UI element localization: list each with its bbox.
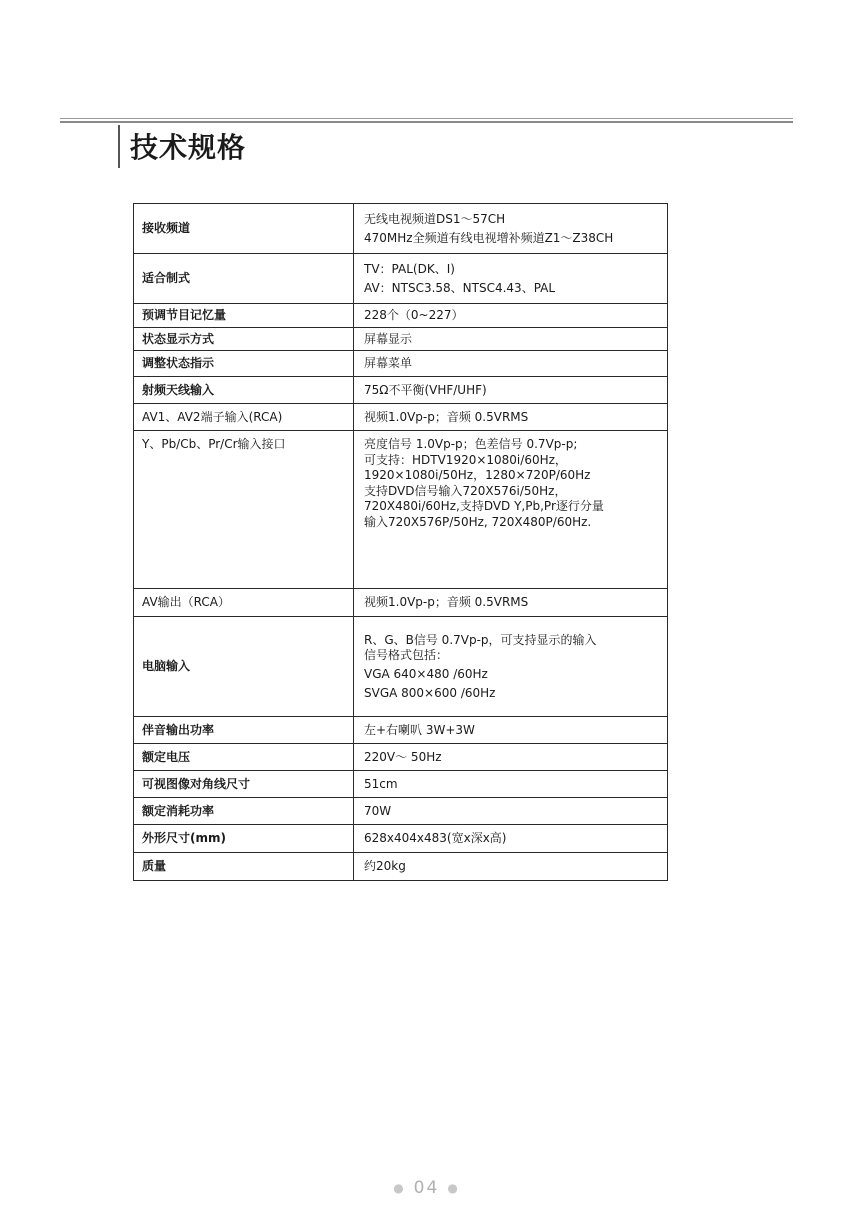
spec-label: 额定消耗功率 — [134, 798, 354, 825]
spec-value — [354, 204, 668, 254]
bullet-dot-right-icon: ● — [447, 1181, 460, 1195]
spec-value-line: R、G、B信号 0.7Vp-p，可支持显示的输入 — [364, 632, 597, 647]
spec-value — [354, 404, 668, 431]
spec-value-line: SVGA 800×600 /60Hz — [364, 685, 496, 700]
spec-label: 适合制式 — [134, 254, 354, 304]
spec-value-line: VGA 640×480 /60Hz — [364, 666, 488, 681]
spec-value-line: TV：PAL(DK、I) — [364, 261, 455, 276]
spec-value-line: AV：NTSC3.58、NTSC4.43、PAL — [364, 280, 556, 295]
spec-value-line: 支持DVD信号输入720X576i/50Hz， — [364, 483, 567, 498]
spec-value-line: 视频1.0Vp-p；音频 0.5VRMS — [364, 595, 529, 609]
spec-label: 外形尺寸(mm) — [134, 825, 354, 853]
spec-value-line: 51cm — [364, 776, 398, 791]
spec-value — [354, 377, 668, 404]
spec-label: 射频天线输入 — [134, 377, 354, 404]
spec-row-voltage — [134, 744, 668, 771]
spec-row-screen-size — [134, 771, 668, 798]
spec-row-dimensions — [134, 825, 668, 853]
spec-row-system — [134, 254, 668, 304]
spec-row-antenna — [134, 377, 668, 404]
spec-value-line: 输入720X576P/50Hz, 720X480P/60Hz. — [364, 514, 592, 529]
spec-value — [354, 328, 668, 351]
spec-label: 伴音输出功率 — [134, 717, 354, 744]
spec-label: Y、Pb/Cb、Pr/Cr输入接口 — [134, 431, 354, 589]
spec-row-component — [134, 431, 668, 589]
spec-row-pc-input — [134, 617, 668, 717]
spec-row-av-output — [134, 589, 668, 617]
spec-value-line: 信号格式包括： — [364, 647, 449, 662]
spec-value — [354, 771, 668, 798]
spec-value — [354, 825, 668, 853]
spec-value-line: 75Ω不平衡(VHF/UHF) — [364, 382, 487, 397]
spec-value — [354, 617, 668, 717]
header-rule-thick — [60, 121, 793, 123]
spec-value-line: 视频1.0Vp-p；音频 0.5VRMS — [364, 409, 529, 424]
spec-label: 预调节目记忆量 — [134, 304, 354, 328]
header-rule-thin — [60, 118, 793, 119]
spec-value-line: 220V～ 50Hz — [364, 749, 442, 764]
spec-row-weight — [134, 853, 668, 881]
spec-row-channels — [134, 204, 668, 254]
spec-value-line: 亮度信号 1.0Vp-p；色差信号 0.7Vp-p; — [364, 437, 578, 451]
spec-value-line: 左+右喇叭 3W+3W — [364, 722, 475, 737]
page-footer — [0, 1178, 853, 1198]
spec-value-line: 470MHz全频道有线电视增补频道Z1～Z38CH — [364, 230, 614, 245]
spec-label: 状态显示方式 — [134, 328, 354, 351]
spec-row-presets — [134, 304, 668, 328]
spec-value — [354, 304, 668, 328]
spec-row-audio-power — [134, 717, 668, 744]
spec-row-display — [134, 328, 668, 351]
spec-label: 可视图像对角线尺寸 — [134, 771, 354, 798]
spec-label: AV输出（RCA） — [134, 589, 354, 617]
spec-table — [133, 203, 668, 881]
spec-label: 电脑输入 — [134, 617, 354, 717]
spec-value-line: 屏幕显示 — [364, 331, 413, 346]
spec-value — [354, 351, 668, 377]
spec-value-line: 无线电视频道DS1～57CH — [364, 211, 506, 226]
spec-value — [354, 853, 668, 881]
spec-label: AV1、AV2端子输入(RCA) — [134, 404, 354, 431]
page-title: 技术规格 — [130, 131, 247, 164]
spec-value — [354, 431, 668, 589]
spec-value-line: 屏幕菜单 — [364, 356, 413, 370]
spec-row-indicator — [134, 351, 668, 377]
spec-value — [354, 589, 668, 617]
spec-value — [354, 798, 668, 825]
spec-value-line: 70W — [364, 803, 392, 818]
spec-value-line: 可支持：HDTV1920×1080i/60Hz， — [364, 452, 567, 467]
spec-value — [354, 254, 668, 304]
spec-label: 质量 — [134, 853, 354, 881]
spec-value — [354, 744, 668, 771]
bullet-dot-left-icon: ● — [393, 1181, 406, 1195]
spec-row-consumption — [134, 798, 668, 825]
spec-value — [354, 717, 668, 744]
title-accent-bar — [118, 125, 120, 168]
spec-label: 接收频道 — [134, 204, 354, 254]
spec-value-line: 720X480i/60Hz,支持DVD Y,Pb,Pr逐行分量 — [364, 499, 604, 514]
spec-value-line: 628x404x483(宽x深x高) — [364, 831, 507, 845]
spec-label: 调整状态指示 — [134, 351, 354, 377]
spec-value-line: 228个（0~227） — [364, 308, 464, 322]
spec-row-av-input — [134, 404, 668, 431]
spec-value-line: 约20kg — [364, 859, 406, 873]
spec-label: 额定电压 — [134, 744, 354, 771]
page-number: 04 — [413, 1178, 440, 1198]
spec-value-line: 1920×1080i/50Hz，1280×720P/60Hz — [364, 468, 591, 483]
